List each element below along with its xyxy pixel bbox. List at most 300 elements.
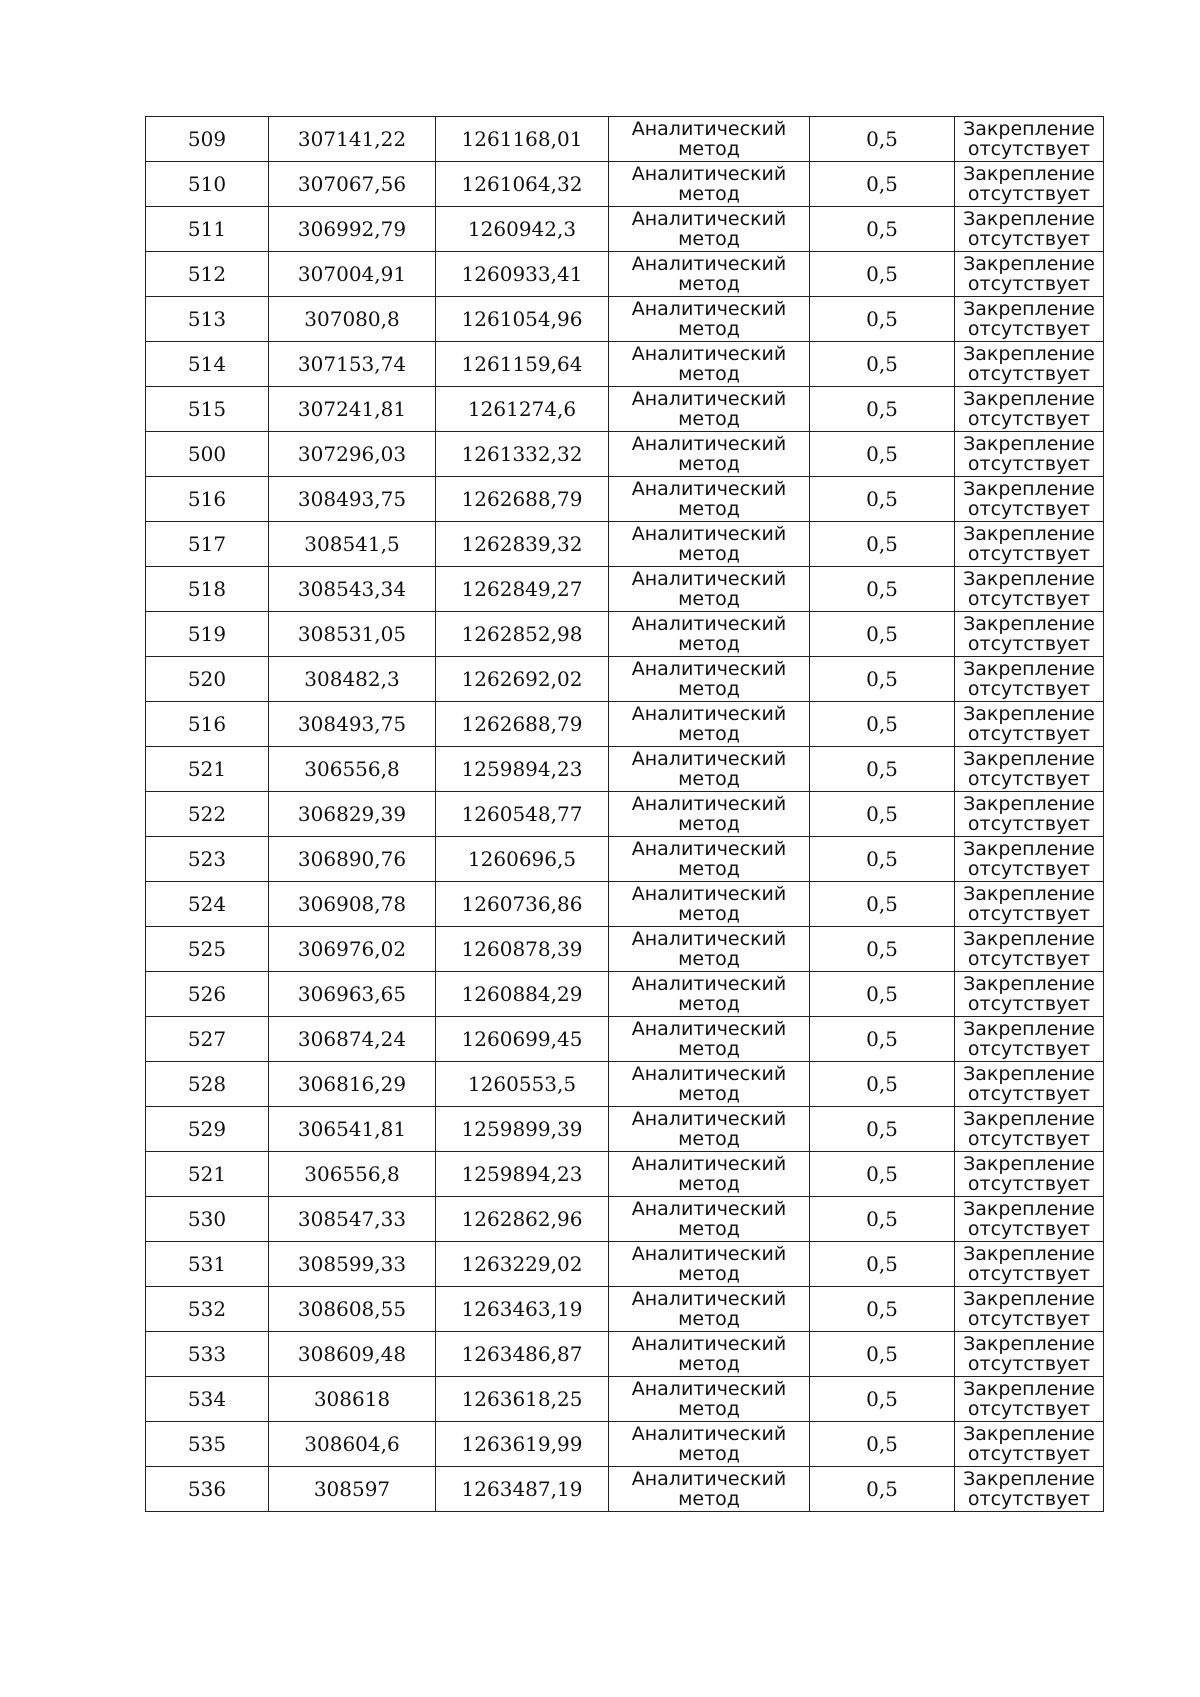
accuracy-cell: 0,5 [810, 882, 955, 927]
accuracy-cell: 0,5 [810, 1197, 955, 1242]
table-row [146, 1332, 1104, 1377]
fixation-line-1: Закрепление [963, 748, 1095, 770]
method-line-1: Аналитический [631, 613, 787, 635]
method-cell [609, 927, 810, 972]
table-row [146, 1242, 1104, 1287]
fixation-cell [955, 1467, 1104, 1512]
point-number-cell: 526 [146, 972, 269, 1017]
point-number-cell: 511 [146, 207, 269, 252]
method-cell [609, 657, 810, 702]
fixation-line-1: Закрепление [963, 523, 1095, 545]
method-cell [609, 252, 810, 297]
method-line-2: метод [678, 453, 740, 475]
accuracy-cell: 0,5 [810, 567, 955, 612]
point-number-cell: 516 [146, 702, 269, 747]
method-cell [609, 207, 810, 252]
x-coordinate-cell: 306829,39 [269, 792, 436, 837]
method-line-2: метод [678, 948, 740, 970]
point-number-cell: 532 [146, 1287, 269, 1332]
accuracy-cell: 0,5 [810, 342, 955, 387]
table-row [146, 1377, 1104, 1422]
table-row [146, 1107, 1104, 1152]
method-cell [609, 162, 810, 207]
accuracy-cell: 0,5 [810, 702, 955, 747]
method-line-2: метод [678, 1443, 740, 1465]
fixation-line-1: Закрепление [963, 298, 1095, 320]
y-coordinate-cell: 1262692,02 [436, 657, 609, 702]
fixation-line-1: Закрепление [963, 568, 1095, 590]
y-coordinate-cell: 1260699,45 [436, 1017, 609, 1062]
y-coordinate-cell: 1260736,86 [436, 882, 609, 927]
y-coordinate-cell: 1263463,19 [436, 1287, 609, 1332]
fixation-line-2: отсутствует [967, 1083, 1091, 1105]
y-coordinate-cell: 1263229,02 [436, 1242, 609, 1287]
accuracy-cell: 0,5 [810, 1152, 955, 1197]
point-number-cell: 524 [146, 882, 269, 927]
y-coordinate-cell: 1262688,79 [436, 477, 609, 522]
x-coordinate-cell: 308604,6 [269, 1422, 436, 1467]
method-cell [609, 837, 810, 882]
fixation-line-2: отсутствует [967, 138, 1091, 160]
method-cell [609, 1107, 810, 1152]
x-coordinate-cell: 308543,34 [269, 567, 436, 612]
table-row [146, 477, 1104, 522]
method-line-2: метод [678, 768, 740, 790]
accuracy-cell: 0,5 [810, 972, 955, 1017]
fixation-line-1: Закрепление [963, 1468, 1095, 1490]
x-coordinate-cell: 308547,33 [269, 1197, 436, 1242]
accuracy-cell: 0,5 [810, 117, 955, 162]
fixation-line-1: Закрепление [963, 1378, 1095, 1400]
method-line-2: метод [678, 138, 740, 160]
method-line-1: Аналитический [631, 1288, 787, 1310]
method-line-2: метод [678, 183, 740, 205]
point-number-cell: 529 [146, 1107, 269, 1152]
accuracy-cell: 0,5 [810, 1017, 955, 1062]
x-coordinate-cell: 306874,24 [269, 1017, 436, 1062]
x-coordinate-cell: 306908,78 [269, 882, 436, 927]
accuracy-cell: 0,5 [810, 1287, 955, 1332]
method-line-1: Аналитический [631, 1108, 787, 1130]
fixation-line-2: отсутствует [967, 183, 1091, 205]
fixation-line-2: отсутствует [967, 453, 1091, 475]
method-line-2: метод [678, 543, 740, 565]
fixation-cell [955, 1242, 1104, 1287]
y-coordinate-cell: 1263487,19 [436, 1467, 609, 1512]
method-line-2: метод [678, 1308, 740, 1330]
method-cell [609, 1062, 810, 1107]
method-cell [609, 522, 810, 567]
x-coordinate-cell: 308608,55 [269, 1287, 436, 1332]
table-row [146, 432, 1104, 477]
y-coordinate-cell: 1261168,01 [436, 117, 609, 162]
fixation-cell [955, 522, 1104, 567]
x-coordinate-cell: 308493,75 [269, 702, 436, 747]
table-row [146, 837, 1104, 882]
x-coordinate-cell: 306890,76 [269, 837, 436, 882]
y-coordinate-cell: 1263619,99 [436, 1422, 609, 1467]
x-coordinate-cell: 308541,5 [269, 522, 436, 567]
accuracy-cell: 0,5 [810, 1422, 955, 1467]
method-line-1: Аналитический [631, 838, 787, 860]
x-coordinate-cell: 307080,8 [269, 297, 436, 342]
accuracy-cell: 0,5 [810, 1332, 955, 1377]
point-number-cell: 535 [146, 1422, 269, 1467]
fixation-line-1: Закрепление [963, 1198, 1095, 1220]
fixation-cell [955, 432, 1104, 477]
point-number-cell: 521 [146, 1152, 269, 1197]
fixation-cell [955, 342, 1104, 387]
coordinates-table-body [146, 117, 1104, 1512]
method-line-2: метод [678, 228, 740, 250]
method-line-1: Аналитический [631, 748, 787, 770]
method-line-1: Аналитический [631, 523, 787, 545]
y-coordinate-cell: 1260553,5 [436, 1062, 609, 1107]
fixation-cell [955, 1152, 1104, 1197]
fixation-line-1: Закрепление [963, 1423, 1095, 1445]
method-cell [609, 387, 810, 432]
y-coordinate-cell: 1261274,6 [436, 387, 609, 432]
table-row [146, 1152, 1104, 1197]
method-line-1: Аналитический [631, 388, 787, 410]
table-row [146, 882, 1104, 927]
y-coordinate-cell: 1262862,96 [436, 1197, 609, 1242]
accuracy-cell: 0,5 [810, 747, 955, 792]
fixation-line-2: отсутствует [967, 768, 1091, 790]
fixation-line-2: отсутствует [967, 1038, 1091, 1060]
accuracy-cell: 0,5 [810, 927, 955, 972]
method-cell [609, 1017, 810, 1062]
x-coordinate-cell: 306963,65 [269, 972, 436, 1017]
point-number-cell: 534 [146, 1377, 269, 1422]
fixation-line-1: Закрепление [963, 1063, 1095, 1085]
y-coordinate-cell: 1259899,39 [436, 1107, 609, 1152]
fixation-line-2: отсутствует [967, 1263, 1091, 1285]
y-coordinate-cell: 1259894,23 [436, 747, 609, 792]
method-line-1: Аналитический [631, 883, 787, 905]
method-cell [609, 882, 810, 927]
point-number-cell: 519 [146, 612, 269, 657]
method-line-1: Аналитический [631, 118, 787, 140]
accuracy-cell: 0,5 [810, 297, 955, 342]
fixation-line-2: отсутствует [967, 1218, 1091, 1240]
fixation-line-2: отсутствует [967, 1308, 1091, 1330]
point-number-cell: 522 [146, 792, 269, 837]
table-row [146, 1062, 1104, 1107]
table-row [146, 522, 1104, 567]
fixation-cell [955, 1332, 1104, 1377]
method-cell [609, 432, 810, 477]
method-line-1: Аналитический [631, 1018, 787, 1040]
table-row [146, 567, 1104, 612]
method-line-1: Аналитический [631, 1468, 787, 1490]
method-line-1: Аналитический [631, 1063, 787, 1085]
method-line-1: Аналитический [631, 568, 787, 590]
point-number-cell: 510 [146, 162, 269, 207]
x-coordinate-cell: 306976,02 [269, 927, 436, 972]
method-line-1: Аналитический [631, 1378, 787, 1400]
x-coordinate-cell: 306816,29 [269, 1062, 436, 1107]
method-cell [609, 612, 810, 657]
point-number-cell: 523 [146, 837, 269, 882]
fixation-line-1: Закрепление [963, 1153, 1095, 1175]
fixation-line-1: Закрепление [963, 208, 1095, 230]
x-coordinate-cell: 308609,48 [269, 1332, 436, 1377]
fixation-line-2: отсутствует [967, 363, 1091, 385]
y-coordinate-cell: 1260942,3 [436, 207, 609, 252]
method-cell [609, 792, 810, 837]
fixation-line-2: отсутствует [967, 588, 1091, 610]
method-line-1: Аналитический [631, 1153, 787, 1175]
fixation-cell [955, 927, 1104, 972]
y-coordinate-cell: 1261332,32 [436, 432, 609, 477]
fixation-cell [955, 252, 1104, 297]
accuracy-cell: 0,5 [810, 1467, 955, 1512]
fixation-line-2: отсутствует [967, 723, 1091, 745]
point-number-cell: 512 [146, 252, 269, 297]
table-row [146, 117, 1104, 162]
y-coordinate-cell: 1260696,5 [436, 837, 609, 882]
method-line-2: метод [678, 273, 740, 295]
table-row [146, 657, 1104, 702]
fixation-line-2: отсутствует [967, 1398, 1091, 1420]
table-row [146, 747, 1104, 792]
fixation-cell [955, 882, 1104, 927]
fixation-line-2: отсутствует [967, 273, 1091, 295]
point-number-cell: 517 [146, 522, 269, 567]
fixation-cell [955, 477, 1104, 522]
method-line-2: метод [678, 858, 740, 880]
fixation-line-1: Закрепление [963, 163, 1095, 185]
table-row [146, 342, 1104, 387]
point-number-cell: 515 [146, 387, 269, 432]
method-line-2: метод [678, 1038, 740, 1060]
point-number-cell: 530 [146, 1197, 269, 1242]
table-row [146, 387, 1104, 432]
method-line-1: Аналитический [631, 1198, 787, 1220]
method-line-1: Аналитический [631, 658, 787, 680]
fixation-line-2: отсутствует [967, 993, 1091, 1015]
table-row [146, 1197, 1104, 1242]
fixation-line-2: отсутствует [967, 678, 1091, 700]
method-line-2: метод [678, 813, 740, 835]
method-cell [609, 747, 810, 792]
x-coordinate-cell: 308599,33 [269, 1242, 436, 1287]
point-number-cell: 528 [146, 1062, 269, 1107]
method-line-1: Аналитический [631, 433, 787, 455]
point-number-cell: 527 [146, 1017, 269, 1062]
point-number-cell: 518 [146, 567, 269, 612]
y-coordinate-cell: 1263618,25 [436, 1377, 609, 1422]
table-row [146, 1287, 1104, 1332]
y-coordinate-cell: 1260548,77 [436, 792, 609, 837]
x-coordinate-cell: 308618 [269, 1377, 436, 1422]
x-coordinate-cell: 308493,75 [269, 477, 436, 522]
fixation-cell [955, 972, 1104, 1017]
fixation-cell [955, 567, 1104, 612]
method-line-2: метод [678, 903, 740, 925]
accuracy-cell: 0,5 [810, 207, 955, 252]
fixation-line-2: отсутствует [967, 228, 1091, 250]
method-line-1: Аналитический [631, 163, 787, 185]
method-cell [609, 1467, 810, 1512]
accuracy-cell: 0,5 [810, 657, 955, 702]
fixation-line-2: отсутствует [967, 1488, 1091, 1510]
fixation-cell [955, 387, 1104, 432]
fixation-line-1: Закрепление [963, 433, 1095, 455]
fixation-cell [955, 1197, 1104, 1242]
method-line-1: Аналитический [631, 1243, 787, 1265]
table-row [146, 1017, 1104, 1062]
method-cell [609, 1152, 810, 1197]
method-cell [609, 342, 810, 387]
table-row [146, 612, 1104, 657]
fixation-cell [955, 837, 1104, 882]
fixation-cell [955, 1062, 1104, 1107]
y-coordinate-cell: 1259894,23 [436, 1152, 609, 1197]
method-line-2: метод [678, 1353, 740, 1375]
method-line-1: Аналитический [631, 253, 787, 275]
method-line-2: метод [678, 588, 740, 610]
table-row [146, 1467, 1104, 1512]
fixation-cell [955, 612, 1104, 657]
point-number-cell: 514 [146, 342, 269, 387]
fixation-line-2: отсутствует [967, 948, 1091, 970]
method-line-1: Аналитический [631, 703, 787, 725]
fixation-cell [955, 1107, 1104, 1152]
method-line-2: метод [678, 633, 740, 655]
fixation-line-2: отсутствует [967, 1443, 1091, 1465]
y-coordinate-cell: 1260878,39 [436, 927, 609, 972]
fixation-cell [955, 1287, 1104, 1332]
y-coordinate-cell: 1260884,29 [436, 972, 609, 1017]
fixation-cell [955, 657, 1104, 702]
accuracy-cell: 0,5 [810, 612, 955, 657]
x-coordinate-cell: 307296,03 [269, 432, 436, 477]
method-cell [609, 117, 810, 162]
fixation-line-1: Закрепление [963, 1018, 1095, 1040]
point-number-cell: 500 [146, 432, 269, 477]
accuracy-cell: 0,5 [810, 162, 955, 207]
method-line-1: Аналитический [631, 1333, 787, 1355]
method-cell [609, 297, 810, 342]
accuracy-cell: 0,5 [810, 1377, 955, 1422]
fixation-line-2: отсутствует [967, 633, 1091, 655]
table-row [146, 972, 1104, 1017]
x-coordinate-cell: 306556,8 [269, 1152, 436, 1197]
fixation-line-1: Закрепление [963, 343, 1095, 365]
fixation-line-2: отсутствует [967, 318, 1091, 340]
point-number-cell: 516 [146, 477, 269, 522]
method-line-2: метод [678, 318, 740, 340]
fixation-line-1: Закрепление [963, 1288, 1095, 1310]
method-line-1: Аналитический [631, 343, 787, 365]
y-coordinate-cell: 1261159,64 [436, 342, 609, 387]
point-number-cell: 525 [146, 927, 269, 972]
fixation-line-2: отсутствует [967, 1353, 1091, 1375]
method-line-1: Аналитический [631, 928, 787, 950]
fixation-line-1: Закрепление [963, 613, 1095, 635]
method-cell [609, 1422, 810, 1467]
fixation-line-1: Закрепление [963, 478, 1095, 500]
point-number-cell: 513 [146, 297, 269, 342]
x-coordinate-cell: 306992,79 [269, 207, 436, 252]
fixation-line-2: отсутствует [967, 858, 1091, 880]
point-number-cell: 531 [146, 1242, 269, 1287]
x-coordinate-cell: 307067,56 [269, 162, 436, 207]
method-line-1: Аналитический [631, 298, 787, 320]
method-line-1: Аналитический [631, 478, 787, 500]
table-row [146, 792, 1104, 837]
x-coordinate-cell: 307141,22 [269, 117, 436, 162]
fixation-line-2: отсутствует [967, 408, 1091, 430]
fixation-cell [955, 207, 1104, 252]
y-coordinate-cell: 1262839,32 [436, 522, 609, 567]
method-line-2: метод [678, 1218, 740, 1240]
accuracy-cell: 0,5 [810, 477, 955, 522]
method-line-1: Аналитический [631, 208, 787, 230]
fixation-line-2: отсутствует [967, 1173, 1091, 1195]
method-line-2: метод [678, 1263, 740, 1285]
method-line-1: Аналитический [631, 793, 787, 815]
accuracy-cell: 0,5 [810, 252, 955, 297]
fixation-line-1: Закрепление [963, 703, 1095, 725]
accuracy-cell: 0,5 [810, 1242, 955, 1287]
fixation-line-1: Закрепление [963, 1243, 1095, 1265]
table-row [146, 702, 1104, 747]
fixation-line-1: Закрепление [963, 658, 1095, 680]
fixation-line-1: Закрепление [963, 1333, 1095, 1355]
fixation-line-1: Закрепление [963, 928, 1095, 950]
y-coordinate-cell: 1262849,27 [436, 567, 609, 612]
fixation-cell [955, 117, 1104, 162]
fixation-line-2: отсутствует [967, 813, 1091, 835]
y-coordinate-cell: 1261054,96 [436, 297, 609, 342]
y-coordinate-cell: 1263486,87 [436, 1332, 609, 1377]
fixation-line-1: Закрепление [963, 118, 1095, 140]
method-line-2: метод [678, 498, 740, 520]
y-coordinate-cell: 1261064,32 [436, 162, 609, 207]
method-cell [609, 1197, 810, 1242]
fixation-line-2: отсутствует [967, 543, 1091, 565]
accuracy-cell: 0,5 [810, 522, 955, 567]
method-cell [609, 1377, 810, 1422]
point-number-cell: 520 [146, 657, 269, 702]
method-line-2: метод [678, 678, 740, 700]
method-line-1: Аналитический [631, 973, 787, 995]
fixation-line-2: отсутствует [967, 1128, 1091, 1150]
fixation-line-2: отсутствует [967, 498, 1091, 520]
fixation-line-1: Закрепление [963, 973, 1095, 995]
method-cell [609, 702, 810, 747]
fixation-cell [955, 747, 1104, 792]
point-number-cell: 536 [146, 1467, 269, 1512]
table-row [146, 927, 1104, 972]
method-cell [609, 477, 810, 522]
table-row [146, 252, 1104, 297]
table-row [146, 297, 1104, 342]
x-coordinate-cell: 307004,91 [269, 252, 436, 297]
method-line-2: метод [678, 1398, 740, 1420]
accuracy-cell: 0,5 [810, 792, 955, 837]
fixation-line-1: Закрепление [963, 838, 1095, 860]
x-coordinate-cell: 306541,81 [269, 1107, 436, 1152]
x-coordinate-cell: 306556,8 [269, 747, 436, 792]
x-coordinate-cell: 307153,74 [269, 342, 436, 387]
x-coordinate-cell: 308482,3 [269, 657, 436, 702]
method-cell [609, 1332, 810, 1377]
fixation-line-1: Закрепление [963, 253, 1095, 275]
